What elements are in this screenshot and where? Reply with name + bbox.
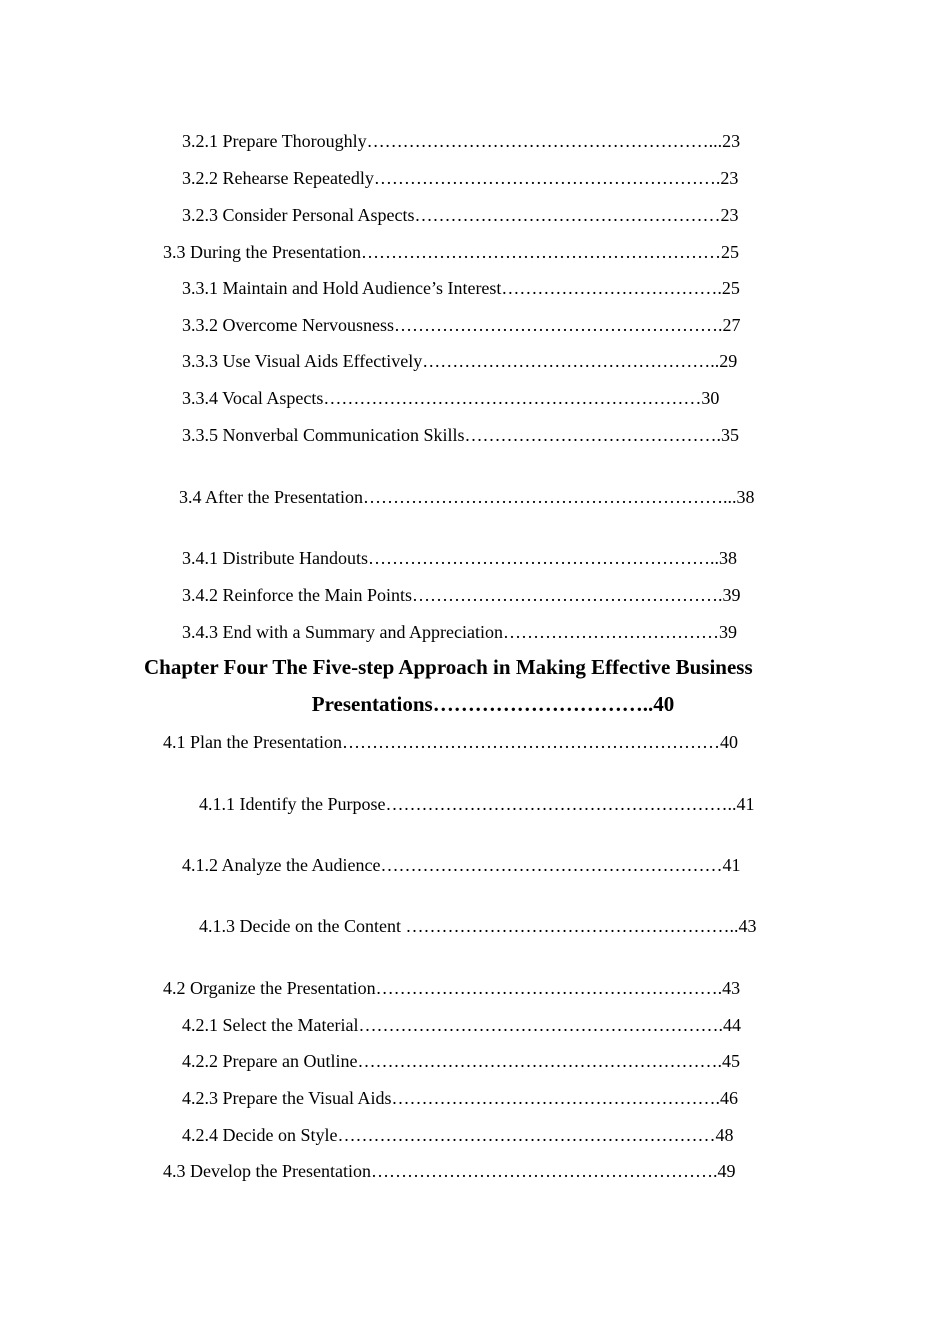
toc-entry-4-1-2[interactable]: 4.1.2 Analyze the Audience…………………………………………………41 — [182, 855, 741, 875]
toc-entry-4-3[interactable]: 4.3 Develop the Presentation………………………………………………….49 — [163, 1161, 736, 1181]
toc-entry-3-3-2[interactable]: 3.3.2 Overcome Nervousness……………………………………………….27 — [182, 315, 741, 335]
toc-entry-3-4-1[interactable]: 3.4.1 Distribute Handouts…………………………………………………..38 — [182, 548, 737, 568]
toc-entry-4-2-3[interactable]: 4.2.3 Prepare the Visual Aids……………………………………………….46 — [182, 1088, 739, 1108]
toc-entry-4-1[interactable]: 4.1 Plan the Presentation………………………………………………………40 — [163, 732, 738, 752]
toc-entry-4-2-1[interactable]: 4.2.1 Select the Material…………………………………………………….44 — [182, 1015, 741, 1035]
toc-entry-3-3[interactable]: 3.3 During the Presentation……………………………………………………25 — [163, 242, 739, 262]
toc-entry-3-3-3[interactable]: 3.3.3 Use Visual Aids Effectively…………………………………………..29 — [182, 351, 738, 371]
toc-entry-4-2[interactable]: 4.2 Organize the Presentation………………………………………………….43 — [163, 978, 741, 998]
chapter-four-title-line1[interactable]: Chapter Four The Five-step Approach in Making Effective Business — [144, 655, 753, 679]
toc-entry-3-3-4[interactable]: 3.3.4 Vocal Aspects………………………………………………………30 — [182, 388, 720, 408]
toc-entry-3-4-2[interactable]: 3.4.2 Reinforce the Main Points…………………………………………….39 — [182, 585, 741, 605]
toc-entry-4-2-4[interactable]: 4.2.4 Decide on Style………………………………………………………48 — [182, 1125, 734, 1145]
toc-entry-4-1-1[interactable]: 4.1.1 Identify the Purpose…………………………………………………..41 — [199, 794, 755, 814]
toc-entry-3-2-2[interactable]: 3.2.2 Rehearse Repeatedly………………………………………………….23 — [182, 168, 739, 188]
toc-entry-3-2-1[interactable]: 3.2.1 Prepare Thoroughly…………………………………………………...23 — [182, 131, 741, 151]
toc-entry-3-3-1[interactable]: 3.3.1 Maintain and Hold Audience’s Interest……………………………….25 — [182, 278, 740, 298]
toc-entry-4-2-2[interactable]: 4.2.2 Prepare an Outline…………………………………………………….45 — [182, 1051, 740, 1071]
toc-entry-3-4[interactable]: 3.4 After the Presentation……………………………………………………...38 — [179, 487, 755, 507]
chapter-four-title-line2[interactable]: Presentations…………………………..40 — [311, 692, 675, 716]
toc-entry-3-4-3[interactable]: 3.4.3 End with a Summary and Appreciation………………………………39 — [182, 622, 737, 642]
toc-entry-4-1-3[interactable]: 4.1.3 Decide on the Content ………………………………………………..43 — [199, 916, 757, 936]
toc-entry-3-2-3[interactable]: 3.2.3 Consider Personal Aspects……………………………………………23 — [182, 205, 739, 225]
toc-entry-3-3-5[interactable]: 3.3.5 Nonverbal Communication Skills…………………………………….35 — [182, 425, 739, 445]
